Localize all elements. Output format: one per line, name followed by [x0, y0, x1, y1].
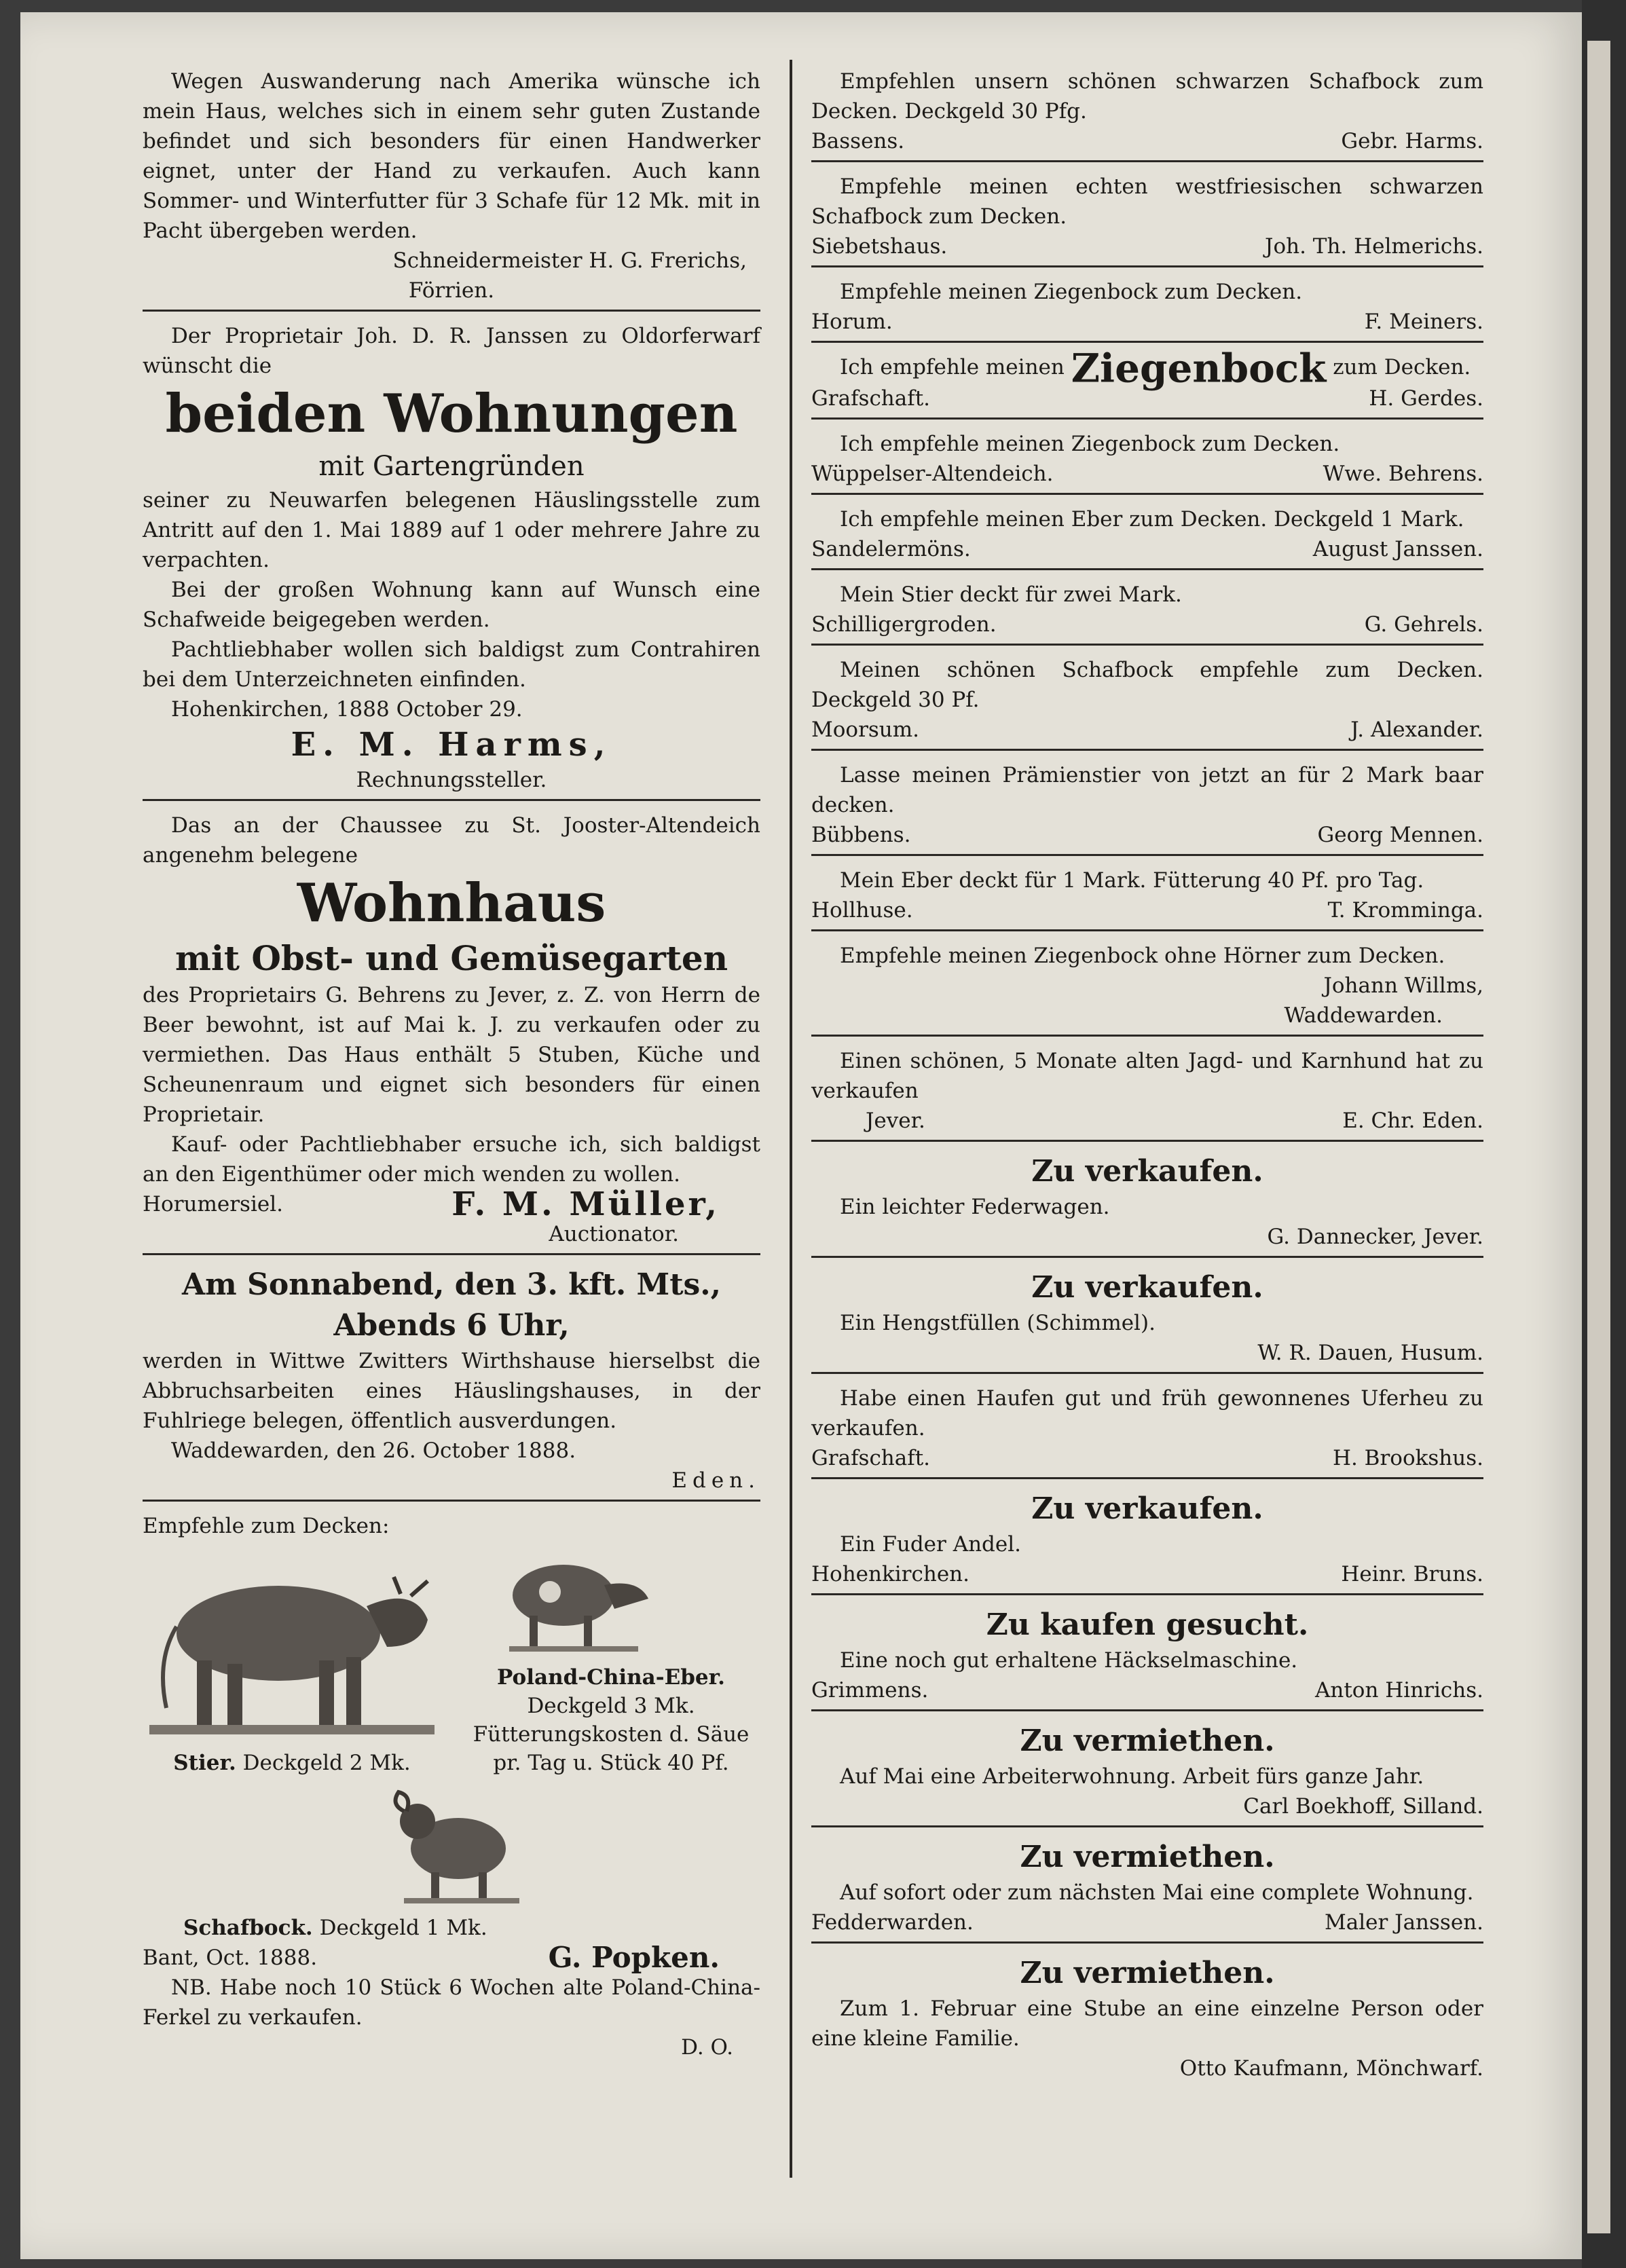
ad-text: Ein Fuder Andel.: [840, 1531, 1022, 1557]
ad-signature-row: [811, 1559, 1483, 1589]
ram-illustration: [302, 1784, 601, 1913]
ad-signer-name: G. Dannecker, Jever.: [1267, 1224, 1483, 1249]
ad-intro: Empfehle zum Decken:: [143, 1514, 390, 1538]
ad-r2: [811, 172, 1483, 267]
ad-r5: [811, 429, 1483, 495]
ad-text: Einen schönen, 5 Monate alten Jagd- und Karnhund hat zu verkaufen: [811, 1048, 1483, 1103]
ad-big-word: Ziegenbock: [1071, 345, 1327, 392]
ad-signature-row: [811, 1675, 1483, 1705]
ad-signer-name: H. Gerdes.: [1369, 386, 1483, 411]
ad-r20: [811, 1953, 1483, 2087]
boar-feeding-cost: Fütterungskosten d. Säue pr. Tag u. Stück 40 Pf.: [473, 1722, 750, 1775]
bull-caption: [143, 1749, 441, 1777]
ad-text: Eine noch gut erhaltene Häckselmaschine.: [840, 1648, 1298, 1673]
ad-place: Bübbens.: [811, 822, 911, 847]
ad-text: Empfehle meinen Ziegenbock zum Decken.: [840, 280, 1303, 304]
book-edge: [1582, 0, 1626, 2268]
ad-text: seiner zu Neuwarfen belegenen Häuslingsstelle zum Antritt auf den 1. Mai 1889 auf 1 oder mehrere Jahre zu verpachten.: [143, 488, 760, 572]
ad-text: Mein Stier deckt für zwei Mark.: [840, 582, 1182, 607]
ad-emigration-house: [143, 67, 760, 312]
ad-text: Ich empfehle meinen Ziegenbock zum Decken.: [840, 431, 1340, 456]
ad-signer-name: T. Kromminga.: [1327, 897, 1483, 923]
ad-signer-name: F. M. Müller,: [451, 1185, 720, 1223]
ad-r17: [811, 1605, 1483, 1711]
ad-text: Empfehle meinen Ziegenbock ohne Hörner zum Decken.: [840, 943, 1445, 968]
ad-headline: Zu verkaufen.: [1031, 1269, 1263, 1305]
right-column: [811, 67, 1483, 2097]
ad-text: Habe einen Haufen gut und früh gewonnenes Uferheu zu verkaufen.: [811, 1386, 1483, 1440]
ad-place: Fedderwarden.: [811, 1910, 974, 1935]
ad-intro: Das an der Chaussee zu St. Jooster-Altendeich angenehm belegene: [143, 813, 760, 868]
ad-demolition-auction: [143, 1265, 760, 1502]
ad-signature-row: [143, 1185, 760, 1223]
ad-r14: [811, 1267, 1483, 1374]
ad-place: Förrien.: [408, 278, 495, 303]
boar-fee: Deckgeld 3 Mk.: [527, 1694, 695, 1718]
ad-place: Sandelermöns.: [811, 536, 971, 561]
ad-text: Auf sofort oder zum nächsten Mai eine complete Wohnung.: [840, 1880, 1474, 1905]
bull-illustration: [143, 1545, 441, 1749]
ad-r19: [811, 1837, 1483, 1944]
ad-text-3: Pachtliebhaber wollen sich baldigst zum Contrahiren bei dem Unterzeichneten einfinden.: [143, 637, 760, 692]
ad-signer-name: G. Gehrels.: [1364, 612, 1483, 637]
ad-signature-row: [811, 610, 1483, 639]
ad-r4: [811, 345, 1483, 420]
ad-date: Waddewarden, den 26. October 1888.: [171, 1438, 576, 1463]
ad-text: Empfehlen unsern schönen schwarzen Schafbock zum Decken. Deckgeld 30 Pfg.: [811, 69, 1483, 124]
ad-place: Grimmens.: [811, 1677, 929, 1703]
ad-nb-note: NB. Habe noch 10 Stück 6 Wochen alte Poland-China-Ferkel zu verkaufen.: [143, 1975, 760, 2030]
ad-signature-row: [811, 1443, 1483, 1473]
ad-signer-name: Carl Boekhoff, Silland.: [1243, 1793, 1483, 1819]
ad-signer-name: H. Brookshus.: [1332, 1445, 1483, 1470]
ad-place: Waddewarden.: [1284, 1003, 1443, 1028]
ad-signer-name: Wwe. Behrens.: [1323, 461, 1483, 486]
ad-signature-row: [811, 820, 1483, 850]
ad-place: Grafschaft.: [811, 386, 931, 411]
ad-signer-name: E. M. Harms,: [291, 726, 612, 764]
ad-text: Auf Mai eine Arbeiterwohnung. Arbeit fürs ganze Jahr.: [840, 1764, 1424, 1789]
ad-subheadline: mit Gartengründen: [318, 451, 585, 482]
ad-place: Siebetshaus.: [811, 234, 948, 259]
ad-r12: [811, 1046, 1483, 1142]
boar-block: [462, 1548, 760, 1777]
ad-signer-name: F. Meiners.: [1364, 310, 1483, 334]
bull-block: [143, 1545, 441, 1777]
ad-signer-name: Maler Janssen.: [1324, 1910, 1483, 1935]
ad-headline: Zu kaufen gesucht.: [986, 1607, 1309, 1642]
bull-fee: Deckgeld 2 Mk.: [242, 1751, 411, 1775]
ad-nb-signature: D. O.: [681, 2035, 733, 2060]
ad-intro: Der Proprietair Joh. D. R. Janssen zu Oldorferwarf wünscht die: [143, 324, 760, 378]
ad-signer-name: August Janssen.: [1312, 536, 1483, 561]
ad-two-dwellings: [143, 321, 760, 801]
ad-place: Grafschaft.: [811, 1445, 931, 1470]
ad-signer-name: Joh. Th. Helmerichs.: [1265, 234, 1483, 259]
ad-place: Hollhuse.: [811, 897, 913, 923]
ad-breeding-animals: [143, 1511, 760, 2066]
ad-signature-row: [811, 895, 1483, 925]
ad-headline: beiden Wohnungen: [165, 383, 738, 445]
ad-signature-row: [811, 126, 1483, 156]
ram-block: [302, 1784, 601, 1913]
ad-headline: Zu vermiethen.: [1020, 1839, 1275, 1874]
ad-text-pre: Ich empfehle meinen: [840, 355, 1065, 379]
ad-place: Jever.: [866, 1108, 925, 1133]
ad-headline: Zu vermiethen.: [1020, 1723, 1275, 1758]
ad-signature: Schneidermeister H. G. Frerichs,: [392, 248, 747, 273]
ad-r8: [811, 655, 1483, 751]
ad-r13: [811, 1151, 1483, 1258]
ad-signer-name: Gebr. Harms.: [1341, 129, 1483, 153]
ad-signature-row: [811, 715, 1483, 745]
ad-r15: [811, 1383, 1483, 1479]
ad-signer-name: Georg Mennen.: [1317, 822, 1483, 847]
ad-text: Zum 1. Februar eine Stube an eine einzelne Person oder eine kleine Familie.: [811, 1996, 1483, 2051]
ad-signer-name: E. Chr. Eden.: [1342, 1108, 1483, 1133]
ad-signature-row: [811, 534, 1483, 564]
ad-place: Wüppelser-Altendeich.: [811, 461, 1054, 486]
ad-text: Meinen schönen Schafbock empfehle zum Decken. Deckgeld 30 Pf.: [811, 657, 1483, 712]
ad-text: Lasse meinen Prämienstier von jetzt an für 2 Mark baar decken.: [811, 762, 1483, 817]
ad-signature-row: [811, 1908, 1483, 1937]
column-divider: [790, 60, 792, 2178]
ad-text: werden in Wittwe Zwitters Wirthshause hierselbst die Abbruchsarbeiten eines Häuslingshauses, in der Fuhlriege belegen, öffentlich ausverdungen.: [143, 1349, 760, 1433]
ad-place: Horum.: [811, 310, 893, 334]
ad-place: Horumersiel.: [143, 1192, 283, 1216]
ad-house-with-garden: [143, 811, 760, 1255]
ram-label: Schafbock.: [183, 1916, 313, 1940]
ad-text-2: Kauf- oder Pachtliebhaber ersuche ich, sich baldigst an den Eigenthümer oder mich wenden zu wollen.: [143, 1132, 760, 1187]
ad-r6: [811, 504, 1483, 570]
ad-text: des Proprietairs G. Behrens zu Jever, z. Z. von Herrn de Beer bewohnt, ist auf Mai k. J. zu verkaufen oder zu vermiethen. Das Haus enthält 5 Stuben, Küche und Scheunenraum und eignet sich besonders für einen Proprietair.: [143, 983, 760, 1127]
ad-signature-row: [811, 459, 1483, 489]
ad-date: Hohenkirchen, 1888 October 29.: [171, 697, 523, 722]
ad-text-post: zum Decken.: [1333, 355, 1471, 379]
ad-signer-name: G. Popken.: [548, 1941, 720, 1974]
ad-signer-name: Anton Hinrichs.: [1314, 1677, 1483, 1703]
ad-r9: [811, 760, 1483, 856]
boar-illustration: [462, 1548, 760, 1663]
ad-text-2: Bei der großen Wohnung kann auf Wunsch eine Schafweide beigegeben werden.: [143, 578, 760, 632]
boar-title: Poland-China-Eber.: [497, 1665, 725, 1690]
ad-signer-name: W. R. Dauen, Husum.: [1257, 1340, 1483, 1365]
animal-woodcuts: [143, 1545, 760, 1777]
ad-text: Ich empfehle meinen Eber zum Decken. Deckgeld 1 Mark.: [840, 506, 1464, 532]
ad-signer-title: Auctionator.: [549, 1222, 679, 1246]
ad-text: Mein Eber deckt für 1 Mark. Fütterung 40 Pf. pro Tag.: [840, 868, 1424, 893]
ad-headline: Wohnhaus: [297, 872, 606, 934]
ram-fee: Deckgeld 1 Mk.: [319, 1916, 487, 1940]
ad-text: Wegen Auswanderung nach Amerika wünsche ich mein Haus, welches sich in einem sehr guten Zustande befindet und sich besonders für einen Handwerker eignet, unter der Hand zu verkaufen. Auch kann Sommer- und Winterfutter für 3 Schafe für 12 Mk. mit in Pacht übergeben werden.: [143, 69, 760, 243]
ad-r16: [811, 1489, 1483, 1595]
ad-text: Empfehle meinen echten westfriesischen schwarzen Schafbock zum Decken.: [811, 174, 1483, 229]
ad-signature-row: [811, 1106, 1483, 1136]
bull-label: Stier.: [173, 1751, 236, 1775]
ad-place: Moorsum.: [811, 717, 920, 742]
ad-place: Bassens.: [811, 129, 905, 153]
ad-r3: [811, 277, 1483, 343]
ad-headline: Am Sonnabend, den 3. kft. Mts.,: [182, 1267, 721, 1302]
left-column: [143, 67, 760, 2076]
ad-place: Schilligergroden.: [811, 612, 997, 637]
ad-r11: [811, 941, 1483, 1037]
ad-r18: [811, 1721, 1483, 1827]
ad-signature-row: [811, 307, 1483, 337]
ram-caption-row: [143, 1913, 760, 1943]
ad-signature: Eden.: [671, 1468, 760, 1493]
ad-headline: Zu vermiethen.: [1020, 1955, 1275, 1990]
next-page-edge: [1587, 41, 1610, 2233]
ad-text: Ein Hengstfüllen (Schimmel).: [840, 1310, 1156, 1335]
ad-subheadline: Abends 6 Uhr,: [333, 1308, 570, 1343]
ad-signature-row: [143, 1943, 760, 1973]
ad-r7: [811, 580, 1483, 646]
ad-r10: [811, 866, 1483, 931]
ad-headline: Zu verkaufen.: [1031, 1491, 1263, 1526]
ad-date: Bant, Oct. 1888.: [143, 1946, 318, 1970]
ad-signer-name: Heinr. Bruns.: [1341, 1561, 1483, 1586]
ad-headline: Zu verkaufen.: [1031, 1153, 1263, 1189]
ad-signer-name: Otto Kaufmann, Mönchwarf.: [1179, 2056, 1483, 2081]
ad-text-line: [811, 345, 1483, 392]
ad-signature-row: [811, 231, 1483, 261]
ad-subheadline: mit Obst- und Gemüsegarten: [174, 938, 728, 978]
ad-signer-name: Johann Willms,: [1323, 973, 1483, 998]
newspaper-page: [20, 12, 1582, 2259]
ad-r1: [811, 67, 1483, 162]
ad-signer-title: Rechnungssteller.: [356, 768, 547, 792]
ad-text: Ein leichter Federwagen.: [840, 1194, 1110, 1219]
ad-place: Hohenkirchen.: [811, 1561, 969, 1586]
ad-signer-name: J. Alexander.: [1350, 717, 1483, 742]
